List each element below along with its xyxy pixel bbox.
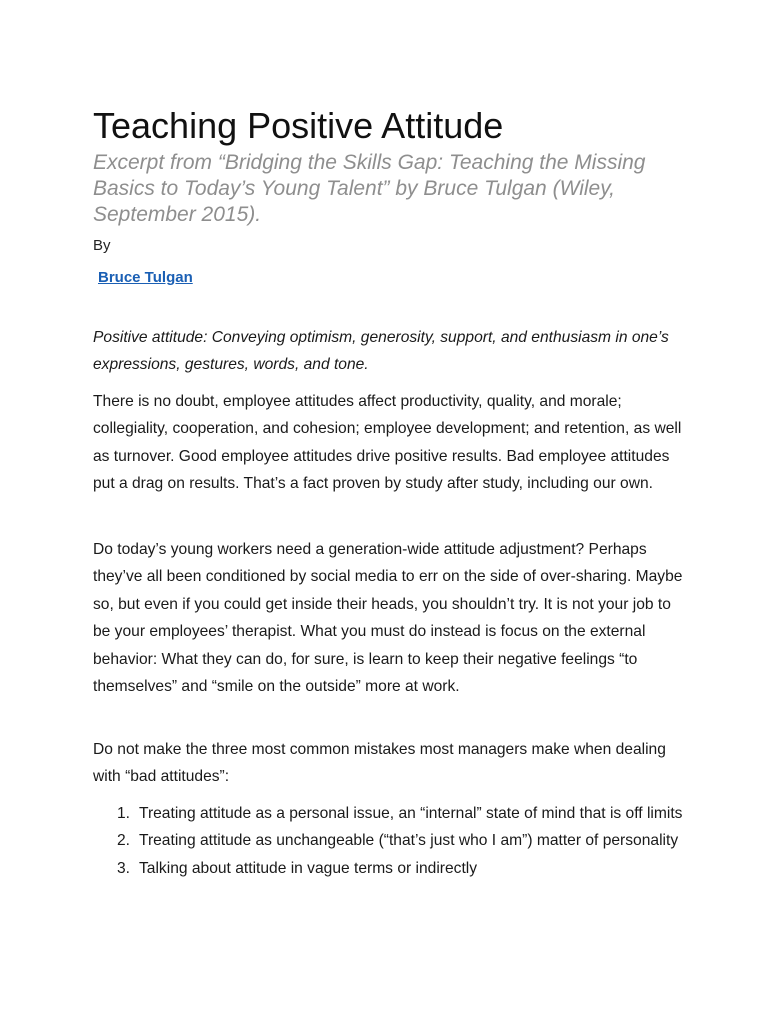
list-item bbox=[93, 855, 683, 882]
byline-label: By bbox=[93, 237, 111, 254]
author-link[interactable]: Bruce Tulgan bbox=[98, 269, 193, 286]
article-title: Teaching Positive Attitude bbox=[93, 105, 504, 146]
definition-paragraph: Positive attitude: Conveying optimism, generosity, support, and enthusiasm in one’s expressions, gestures, words, and tone. bbox=[93, 329, 669, 374]
body-paragraph-2: Do today’s young workers need a generation-wide attitude adjustment? Perhaps they’ve all been conditioned by social media to err on the side of over-sharing. Maybe so, but even if you could get inside their heads, you shouldn’t try. It is not your job to be your employees’ therapist. What you must do instead is focus on the external behavior: What they can do, for sure, is learn to keep their negative feelings “to themselves” and “smile on the outside” more at work. bbox=[93, 541, 683, 696]
list-item-text: Treating attitude as unchangeable (“that’s just who I am”) matter of personality bbox=[139, 832, 679, 850]
list-item-number: 3. bbox=[117, 859, 131, 877]
list-item bbox=[93, 827, 683, 854]
body-paragraph-1: There is no doubt, employee attitudes affect productivity, quality, and morale; collegiality, cooperation, and cohesion; employee development; and retention, as well as turnover. Good employee attitudes drive positive results. Bad employee attitudes put a drag on results. That’s a fact proven by study after study, including our own. bbox=[93, 393, 682, 493]
list-item bbox=[93, 800, 683, 827]
list-item-text: Treating attitude as a personal issue, an “internal” state of mind that is off limits bbox=[139, 805, 683, 822]
list-item-text: Talking about attitude in vague terms or indirectly bbox=[139, 859, 478, 877]
list-item-number: 2. bbox=[117, 832, 131, 850]
mistakes-list bbox=[93, 800, 683, 882]
body-paragraph-3: Do not make the three most common mistakes most managers make when dealing with “bad attitudes”: bbox=[93, 741, 666, 786]
list-item-number: 1. bbox=[117, 805, 131, 822]
article-subtitle: Excerpt from “Bridging the Skills Gap: Teaching the Missing Basics to Today’s Young Talent” by Bruce Tulgan (Wiley, September 2015). bbox=[93, 151, 646, 226]
